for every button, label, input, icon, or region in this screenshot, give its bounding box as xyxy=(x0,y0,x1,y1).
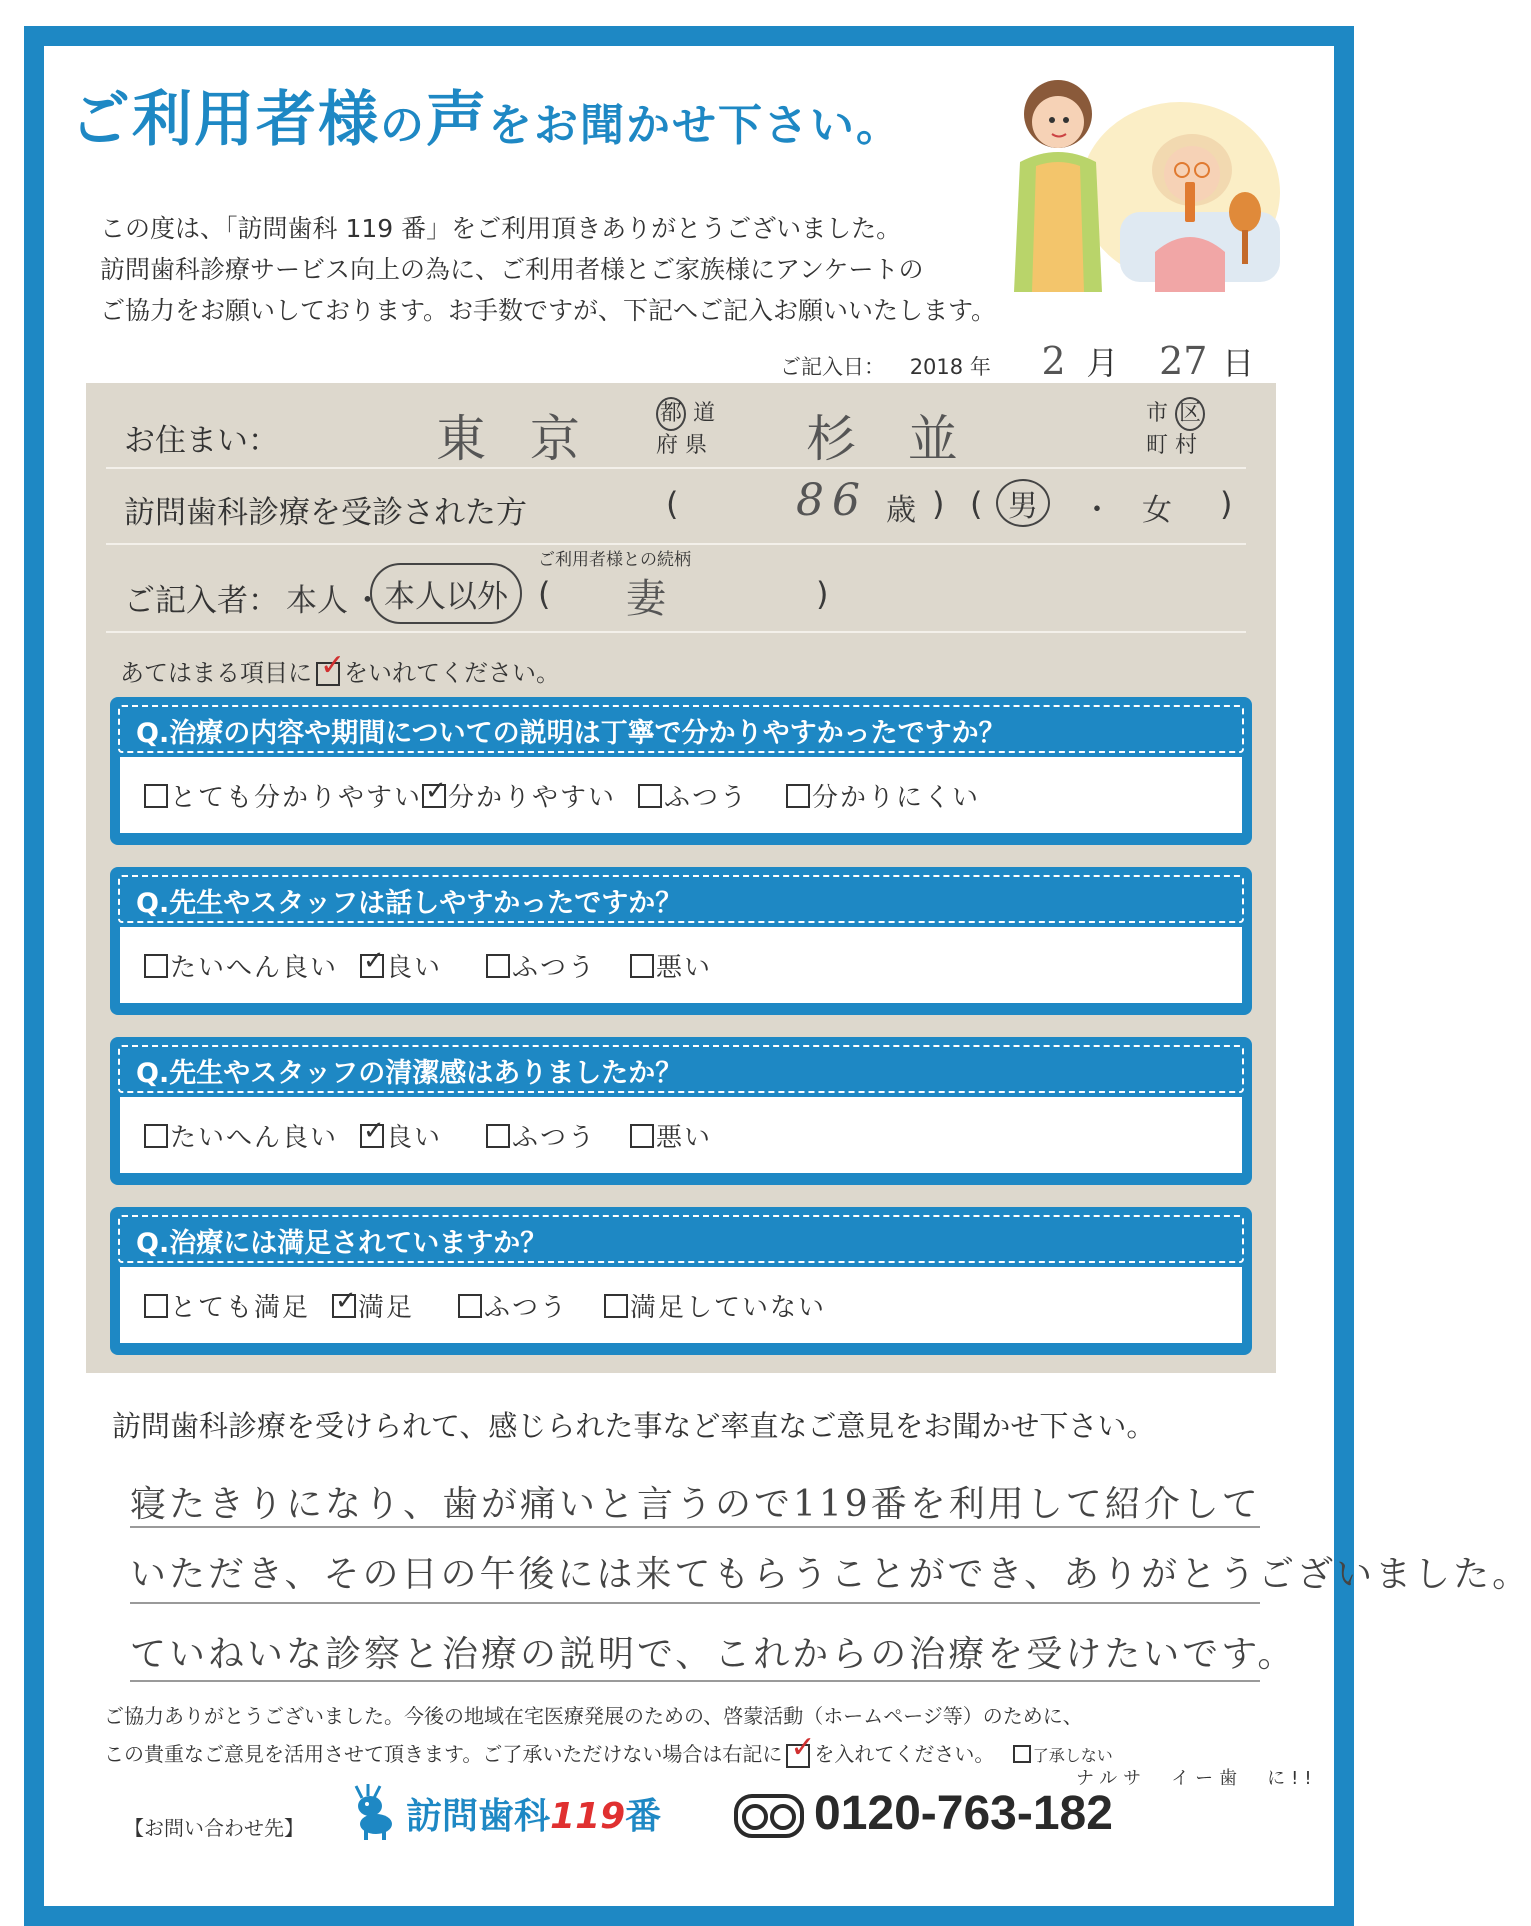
option-label: 良い xyxy=(386,953,443,983)
question-text: Q.先生やスタッフは話しやすかったですか？ xyxy=(136,888,683,919)
date-label: ご記入日： xyxy=(780,355,885,379)
option-checkbox[interactable] xyxy=(604,1287,826,1324)
opinion-line[interactable]: 寝たきりになり、歯が痛いと言うので119番を利用して紹介して xyxy=(130,1484,1261,1525)
writer-label: ご記入者： xyxy=(124,583,279,619)
check-instruction xyxy=(120,653,560,688)
checkbox-icon xyxy=(144,784,168,808)
not-agree-label: 了承しない xyxy=(1032,1746,1113,1765)
question-options xyxy=(120,927,1242,1003)
option-label: たいへん良い xyxy=(170,953,339,983)
thanks-line-2 xyxy=(104,1738,1113,1768)
checkbox-checked-icon xyxy=(422,784,446,808)
thanks-line-2b: を入れてください。 xyxy=(814,1742,995,1766)
checkmark-icon xyxy=(316,662,340,686)
option-checkbox-checked[interactable] xyxy=(360,1117,442,1154)
pref-ken: 県 xyxy=(685,433,708,458)
page-title xyxy=(70,72,902,158)
title-part-4: をお聞かせ下さい。 xyxy=(488,100,902,151)
option-label: ふつう xyxy=(512,953,597,983)
free-dial-icon xyxy=(734,1794,804,1838)
city-type xyxy=(1146,397,1205,461)
writer-self[interactable]: 本人 xyxy=(286,583,348,619)
option-label: 分かりにくい xyxy=(812,783,981,813)
option-label: 満足 xyxy=(358,1293,415,1323)
checkbox-icon xyxy=(630,1124,654,1148)
title-part-2: の xyxy=(380,100,426,151)
note-prefix: あてはまる項目に xyxy=(120,659,312,687)
prefecture-type xyxy=(656,397,715,461)
checkbox-icon xyxy=(786,784,810,808)
thanks-line-2a: この貴重なご意見を活用させて頂きます。ご了承いただけない場合は右記に xyxy=(104,1742,783,1766)
caregiver-illustration xyxy=(980,62,1280,302)
checkbox-icon xyxy=(144,954,168,978)
intro-text xyxy=(100,208,996,331)
ruled-line xyxy=(130,1602,1260,1604)
ruled-line xyxy=(130,1526,1260,1528)
brand-number: 119 xyxy=(550,1796,626,1837)
month-unit: 月 xyxy=(1086,344,1119,382)
question-options xyxy=(120,757,1242,833)
title-part-3: 声 xyxy=(426,85,488,155)
open-paren: ( xyxy=(538,575,551,613)
option-label: たいへん良い xyxy=(170,1123,339,1153)
checkbox-checked-icon xyxy=(332,1294,356,1318)
form-panel xyxy=(86,383,1276,1373)
city-ku-circled: 区 xyxy=(1175,397,1205,431)
pref-fu: 府 xyxy=(656,433,679,458)
checkbox-checked-icon xyxy=(360,954,384,978)
checkbox-icon xyxy=(458,1294,482,1318)
question-2 xyxy=(110,867,1252,1015)
option-checkbox[interactable] xyxy=(486,947,596,984)
opinion-line[interactable]: ていねいな診察と治療の説明で、これからの治療を受けたいです。 xyxy=(130,1634,1297,1675)
deer-mascot-icon xyxy=(346,1780,402,1840)
option-checkbox-checked[interactable] xyxy=(422,777,616,814)
opinion-line[interactable]: いただき、その日の午後には来てもらうことができ、ありがとうございました。 xyxy=(130,1554,1531,1595)
address-label: お住まい： xyxy=(124,423,279,459)
intro-line: ご協力をお願いしております。お手数ですが、下記へご記入お願いいたします。 xyxy=(100,296,997,325)
brand-logo xyxy=(346,1780,706,1840)
checkbox-icon xyxy=(630,954,654,978)
checkbox-icon xyxy=(638,784,662,808)
pref-to-circled: 都 xyxy=(656,397,686,431)
option-checkbox[interactable] xyxy=(486,1117,596,1154)
opinion-title: 訪問歯科診療を受けられて、感じられた事など率直なご意見をお聞かせ下さい。 xyxy=(112,1409,1156,1443)
brand-text: 訪問歯科 xyxy=(406,1796,551,1837)
date-month: 2 xyxy=(1041,339,1066,383)
option-checkbox[interactable] xyxy=(144,947,338,984)
option-label: ふつう xyxy=(512,1123,597,1153)
phone-number[interactable] xyxy=(734,1786,1113,1841)
question-options xyxy=(120,1097,1242,1173)
checkbox-icon xyxy=(486,954,510,978)
checkbox-icon xyxy=(486,1124,510,1148)
note-suffix: をいれてください。 xyxy=(344,659,560,687)
contact-label: 【お問い合わせ先】 xyxy=(124,1816,304,1840)
patient-label: 訪問歯科診療を受診された方 xyxy=(124,495,527,531)
phone-digits: 0120-763-182 xyxy=(814,1787,1113,1840)
question-text: Q.治療には満足されていますか？ xyxy=(136,1228,548,1259)
option-label: 悪い xyxy=(656,1123,713,1153)
not-agree-option[interactable] xyxy=(1013,1746,1113,1765)
prefecture-value[interactable]: 東 京 xyxy=(436,410,594,468)
day-unit: 日 xyxy=(1222,344,1255,382)
option-label: とても満足 xyxy=(170,1293,311,1323)
intro-line: 訪問歯科診療サービス向上の為に、ご利用者様とご家族様にアンケートの xyxy=(100,255,924,284)
open-paren: ( xyxy=(666,485,679,523)
question-header xyxy=(118,1215,1244,1263)
option-checkbox[interactable] xyxy=(458,1287,568,1324)
ruled-line xyxy=(130,1680,1260,1682)
writer-other-circled[interactable]: 本人以外 xyxy=(370,563,522,624)
option-label: 悪い xyxy=(656,953,713,983)
option-checkbox[interactable] xyxy=(786,777,980,814)
option-label: 満足していない xyxy=(630,1293,827,1323)
checkbox-icon xyxy=(144,1294,168,1318)
writer-separator: ・ xyxy=(352,583,383,619)
option-checkbox-checked[interactable] xyxy=(332,1287,414,1324)
question-options xyxy=(120,1267,1242,1343)
option-checkbox[interactable] xyxy=(638,777,748,814)
age-value[interactable]: 86 xyxy=(796,475,868,526)
checkbox-icon xyxy=(604,1294,628,1318)
phone-ruby: ナルサ イー歯 に!! xyxy=(1076,1768,1318,1789)
question-header xyxy=(118,1045,1244,1093)
option-checkbox[interactable] xyxy=(144,777,422,814)
close-paren: ) xyxy=(932,485,945,523)
writer-row xyxy=(106,550,1246,633)
thanks-line-1: ご協力ありがとうございました。今後の地域在宅医療発展のための、啓蒙活動（ホームページ等）のために、 xyxy=(104,1704,1083,1728)
city-mura: 村 xyxy=(1175,433,1198,458)
intro-line: この度は、「訪問歯科 119 番」をご利用頂きありがとうございました。 xyxy=(100,214,902,243)
gender-female[interactable]: 女 xyxy=(1142,493,1172,528)
city-value[interactable]: 杉 並 xyxy=(806,410,976,468)
question-text: Q.先生やスタッフの清潔感はありましたか？ xyxy=(136,1058,683,1089)
brand-suffix: 番 xyxy=(625,1796,662,1837)
question-header xyxy=(118,875,1244,923)
option-checkbox[interactable] xyxy=(144,1117,338,1154)
question-1 xyxy=(110,697,1252,845)
option-label: 良い xyxy=(386,1123,443,1153)
city-shi: 市 xyxy=(1146,401,1169,426)
city-machi: 町 xyxy=(1146,433,1169,458)
date-year: 2018 xyxy=(909,355,964,379)
close-paren: ) xyxy=(816,575,829,613)
relation-label: ご利用者様との続柄 xyxy=(538,550,691,570)
question-text: Q.治療の内容や期間についての説明は丁寧で分かりやすかったですか？ xyxy=(136,718,1006,749)
question-3 xyxy=(110,1037,1252,1185)
option-label: ふつう xyxy=(484,1293,569,1323)
checkbox-icon xyxy=(1013,1745,1031,1763)
gender-separator: ・ xyxy=(1082,493,1112,528)
brand-name xyxy=(406,1788,661,1839)
open-paren: ( xyxy=(970,485,983,523)
option-checkbox[interactable] xyxy=(630,947,712,984)
question-4 xyxy=(110,1207,1252,1355)
checkbox-icon xyxy=(144,1124,168,1148)
year-unit: 年 xyxy=(969,355,991,379)
option-label: ふつう xyxy=(664,783,749,813)
pref-do: 道 xyxy=(693,401,716,426)
checkmark-icon xyxy=(786,1744,810,1768)
patient-row xyxy=(106,467,1246,545)
gender-male-circled[interactable]: 男 xyxy=(996,479,1050,527)
checkbox-checked-icon xyxy=(360,1124,384,1148)
entry-date xyxy=(780,338,1254,384)
option-checkbox[interactable] xyxy=(630,1117,712,1154)
option-checkbox-checked[interactable] xyxy=(360,947,442,984)
date-day: 27 xyxy=(1159,339,1208,383)
option-label: とても分かりやすい xyxy=(170,783,423,813)
option-checkbox[interactable] xyxy=(144,1287,310,1324)
option-label: 分かりやすい xyxy=(448,783,617,813)
address-row xyxy=(106,391,1246,469)
age-unit: 歳 xyxy=(886,493,916,528)
relation-value[interactable]: 妻 xyxy=(626,576,666,622)
title-part-1: ご利用者様 xyxy=(70,85,380,155)
close-paren: ) xyxy=(1220,485,1233,523)
question-header xyxy=(118,705,1244,753)
